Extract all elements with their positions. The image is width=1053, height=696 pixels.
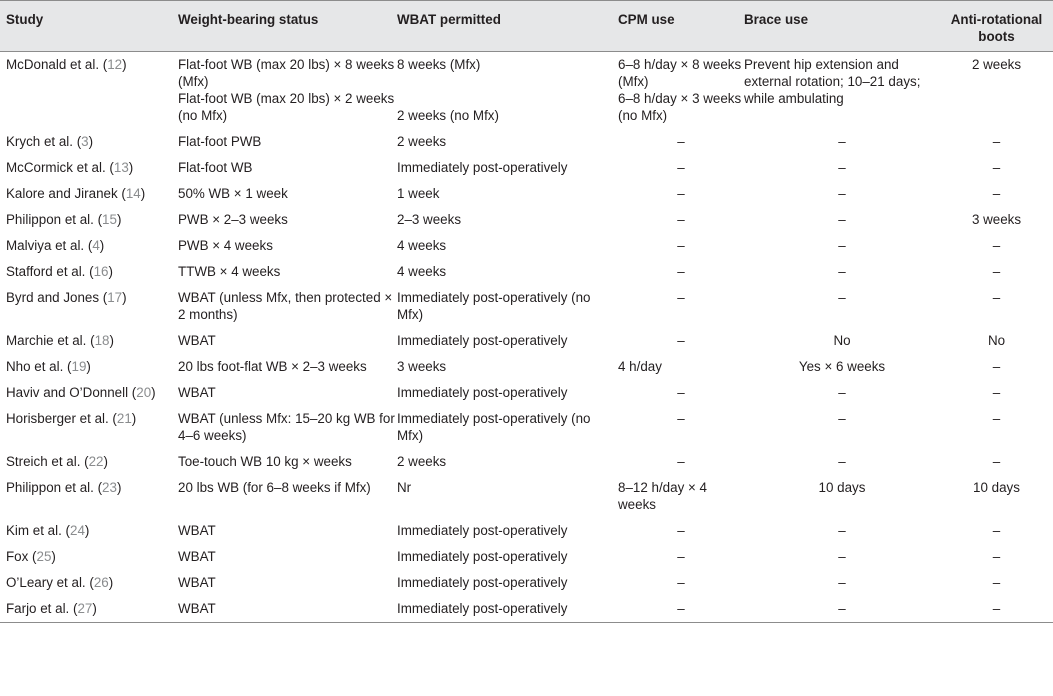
study-cell: McDonald et al. (12) bbox=[6, 57, 127, 72]
weight-bearing-cell: 20 lbs foot-flat WB × 2–3 weeks bbox=[178, 359, 367, 374]
study-cell: O’Leary et al. (26) bbox=[6, 575, 114, 590]
brace-cell: – bbox=[838, 411, 846, 426]
boots-cell: – bbox=[992, 238, 1001, 253]
study-cell: Horisberger et al. (21) bbox=[6, 411, 137, 426]
header-cpm: CPM use bbox=[618, 1, 744, 52]
boots-cell: – bbox=[940, 596, 1053, 623]
cpm-cell: – bbox=[677, 333, 685, 348]
study-cell: Kim et al. (24) bbox=[6, 523, 90, 538]
reference-link[interactable]: 22 bbox=[88, 454, 104, 469]
study-name: Streich et al. ( bbox=[6, 454, 89, 469]
cpm-mfx: 6–8 h/day × 8 weeks (Mfx) bbox=[618, 57, 742, 89]
reference-link[interactable]: 27 bbox=[77, 601, 93, 616]
brace-cell: – bbox=[838, 385, 846, 400]
wbat-cell: Immediately post-operatively (no Mfx) bbox=[397, 411, 591, 443]
wbat-cell: Immediately post-operatively bbox=[397, 575, 568, 590]
table-row bbox=[0, 233, 1053, 259]
cpm-cell: – bbox=[677, 264, 685, 279]
weight-bearing-cell: PWB × 4 weeks bbox=[178, 238, 273, 253]
reference-link[interactable]: 24 bbox=[70, 523, 85, 538]
wbat-cell: Immediately post-operatively bbox=[397, 333, 568, 348]
study-name: Byrd and Jones ( bbox=[6, 290, 108, 305]
boots-cell: – bbox=[992, 186, 1001, 201]
boots-cell: – bbox=[992, 411, 1001, 426]
reference-link[interactable]: 26 bbox=[93, 575, 109, 590]
table-row bbox=[0, 354, 1053, 380]
table-row bbox=[0, 129, 1053, 155]
study-cell: Haviv and O’Donnell (20) bbox=[6, 385, 156, 400]
brace-cell: – bbox=[838, 454, 846, 469]
reference-link[interactable]: 3 bbox=[81, 134, 89, 149]
reference-link[interactable]: 13 bbox=[113, 160, 129, 175]
brace-cell: Yes × 6 weeks bbox=[798, 359, 886, 374]
reference-link[interactable]: 20 bbox=[136, 385, 152, 400]
table-row bbox=[0, 380, 1053, 406]
wbat-cell: 2–3 weeks bbox=[397, 212, 462, 227]
weight-bearing-cell: WBAT bbox=[178, 575, 216, 590]
cpm-cell: – bbox=[677, 290, 685, 305]
brace-cell: – bbox=[838, 290, 846, 305]
study-cell: Farjo et al. (27) bbox=[0, 596, 178, 623]
weight-bearing-cell: Toe-touch WB 10 kg × weeks bbox=[178, 454, 352, 469]
brace-cell: – bbox=[838, 575, 846, 590]
boots-cell: – bbox=[992, 575, 1001, 590]
wbat-cell: Nr bbox=[397, 480, 412, 495]
weight-bearing-cell: WBAT bbox=[178, 385, 216, 400]
weight-bearing-no-mfx: Flat-foot WB (max 20 lbs) × 2 weeks (no Mfx) bbox=[178, 91, 395, 123]
wbat-cell bbox=[397, 52, 618, 130]
cpm-no-mfx: 6–8 h/day × 3 weeks (no Mfx) bbox=[618, 91, 742, 123]
study-name: Nho et al. ( bbox=[6, 359, 72, 374]
table-row bbox=[0, 328, 1053, 354]
wbat-cell: 2 weeks bbox=[397, 134, 447, 149]
study-cell: Nho et al. (19) bbox=[6, 359, 91, 374]
weight-bearing-cell: WBAT bbox=[178, 333, 216, 348]
study-cell: Stafford et al. (16) bbox=[6, 264, 113, 279]
study-cell: Philippon et al. (23) bbox=[6, 480, 122, 495]
header-boots: Anti-rotational boots bbox=[940, 1, 1053, 52]
study-name: Farjo et al. ( bbox=[6, 601, 78, 616]
cpm-cell: – bbox=[677, 160, 685, 175]
study-cell: Byrd and Jones (17) bbox=[6, 290, 127, 305]
cpm-cell: – bbox=[677, 134, 685, 149]
boots-cell: – bbox=[992, 160, 1001, 175]
study-cell: Krych et al. (3) bbox=[6, 134, 94, 149]
header-row bbox=[0, 1, 1053, 52]
study-name: Haviv and O’Donnell ( bbox=[6, 385, 137, 400]
weight-bearing-cell: WBAT (unless Mfx: 15–20 kg WB for 4–6 weeks) bbox=[178, 411, 395, 443]
weight-bearing-cell: WBAT (unless Mfx, then protected × 2 months) bbox=[178, 290, 393, 322]
study-name: McCormick et al. ( bbox=[6, 160, 114, 175]
study-name: Kalore and Jiranek ( bbox=[6, 186, 126, 201]
boots-cell: – bbox=[992, 454, 1001, 469]
cpm-cell: 8–12 h/day × 4 weeks bbox=[618, 480, 707, 512]
boots-cell: 10 days bbox=[973, 480, 1020, 495]
table-row bbox=[0, 406, 1053, 449]
boots-cell: – bbox=[992, 385, 1001, 400]
study-name: Krych et al. ( bbox=[6, 134, 82, 149]
cpm-cell: – bbox=[677, 385, 685, 400]
study-name: Horisberger et al. ( bbox=[6, 411, 117, 426]
brace-cell: – bbox=[838, 549, 846, 564]
weight-bearing-cell bbox=[178, 52, 397, 130]
boots-cell: No bbox=[987, 333, 1006, 348]
wbat-cell: Immediately post-operatively bbox=[397, 523, 568, 538]
study-cell: McCormick et al. (13) bbox=[6, 160, 134, 175]
reference-link[interactable]: 14 bbox=[125, 186, 141, 201]
weight-bearing-cell: PWB × 2–3 weeks bbox=[178, 212, 288, 227]
study-name: Kim et al. ( bbox=[6, 523, 70, 538]
weight-bearing-cell: 50% WB × 1 week bbox=[178, 186, 288, 201]
header-wbat: WBAT permitted bbox=[397, 1, 618, 52]
study-name: O’Leary et al. ( bbox=[6, 575, 94, 590]
table-row bbox=[0, 518, 1053, 544]
reference-link[interactable]: 4 bbox=[92, 238, 100, 253]
study-cell: Marchie et al. (18) bbox=[6, 333, 114, 348]
brace-cell: No bbox=[833, 333, 851, 348]
study-name: Malviya et al. ( bbox=[6, 238, 93, 253]
weight-bearing-cell: WBAT bbox=[178, 596, 397, 623]
wbat-mfx: 8 weeks (Mfx) bbox=[397, 57, 481, 72]
cpm-cell: – bbox=[677, 549, 685, 564]
cpm-cell bbox=[618, 52, 744, 130]
study-name: McDonald et al. ( bbox=[6, 57, 108, 72]
brace-cell: – bbox=[838, 212, 846, 227]
study-name: Marchie et al. ( bbox=[6, 333, 95, 348]
weight-bearing-cell: WBAT bbox=[178, 523, 216, 538]
boots-cell: – bbox=[992, 359, 1001, 374]
reference-link[interactable]: 19 bbox=[71, 359, 87, 374]
boots-cell: 2 weeks bbox=[971, 57, 1022, 72]
boots-cell: – bbox=[992, 290, 1001, 305]
study-cell: Malviya et al. (4) bbox=[6, 238, 105, 253]
brace-cell: – bbox=[838, 523, 846, 538]
cpm-cell: – bbox=[677, 411, 685, 426]
reference-link[interactable]: 16 bbox=[93, 264, 109, 279]
table-row bbox=[0, 596, 1053, 623]
boots-cell: – bbox=[992, 264, 1001, 279]
table-row bbox=[0, 181, 1053, 207]
weight-bearing-cell: Flat-foot PWB bbox=[178, 134, 262, 149]
reference-link[interactable]: 25 bbox=[36, 549, 52, 564]
study-cell: Philippon et al. (15) bbox=[6, 212, 122, 227]
boots-cell: – bbox=[992, 549, 1001, 564]
header-brace: Brace use bbox=[744, 1, 940, 52]
study-name: Stafford et al. ( bbox=[6, 264, 94, 279]
wbat-cell: 4 weeks bbox=[397, 238, 447, 253]
table-row bbox=[0, 475, 1053, 518]
weight-bearing-cell: 20 lbs WB (for 6–8 weeks if Mfx) bbox=[178, 480, 371, 495]
weight-bearing-cell: Flat-foot WB bbox=[178, 160, 253, 175]
header-study: Study bbox=[0, 1, 178, 52]
study-name: Philippon et al. ( bbox=[6, 480, 103, 495]
study-cell: Kalore and Jiranek (14) bbox=[6, 186, 146, 201]
cpm-cell: – bbox=[618, 596, 744, 623]
wbat-cell: Immediately post-operatively bbox=[397, 160, 568, 175]
brace-cell: – bbox=[838, 238, 846, 253]
weight-bearing-cell: TTWB × 4 weeks bbox=[178, 264, 281, 279]
study-cell: Fox (25) bbox=[6, 549, 56, 564]
cpm-cell: – bbox=[677, 238, 685, 253]
study-cell: Streich et al. (22) bbox=[6, 454, 108, 469]
reference-link[interactable]: 17 bbox=[107, 290, 123, 305]
cpm-cell: – bbox=[677, 575, 685, 590]
wbat-cell: Immediately post-operatively bbox=[397, 596, 618, 623]
table-row bbox=[0, 544, 1053, 570]
reference-link[interactable]: 21 bbox=[116, 411, 132, 426]
brace-cell: 10 days bbox=[818, 480, 866, 495]
table-row bbox=[0, 52, 1053, 130]
brace-cell: Prevent hip extension and external rotation; 10–21 days; while ambulating bbox=[744, 57, 921, 106]
study-name: Fox ( bbox=[6, 549, 37, 564]
table-row bbox=[0, 570, 1053, 596]
wbat-cell: Immediately post-operatively (no Mfx) bbox=[397, 290, 591, 322]
brace-cell: – bbox=[838, 264, 846, 279]
cpm-cell: – bbox=[677, 454, 685, 469]
wbat-cell: 1 week bbox=[397, 186, 440, 201]
reference-link[interactable]: 15 bbox=[102, 212, 117, 227]
wbat-cell: Immediately post-operatively bbox=[397, 549, 568, 564]
boots-cell: – bbox=[992, 134, 1001, 149]
wbat-cell: 4 weeks bbox=[397, 264, 447, 279]
wbat-cell: 3 weeks bbox=[397, 359, 447, 374]
brace-cell: – bbox=[838, 160, 846, 175]
boots-cell: 3 weeks bbox=[971, 212, 1022, 227]
brace-cell: – bbox=[744, 596, 940, 623]
cpm-cell: – bbox=[677, 186, 685, 201]
wbat-no-mfx: 2 weeks (no Mfx) bbox=[397, 108, 499, 123]
table-row bbox=[0, 207, 1053, 233]
weight-bearing-cell: WBAT bbox=[178, 549, 216, 564]
brace-cell: – bbox=[838, 186, 846, 201]
brace-cell: – bbox=[838, 134, 846, 149]
header-weight-bearing: Weight-bearing status bbox=[178, 1, 397, 52]
table-row bbox=[0, 449, 1053, 475]
wbat-cell: 2 weeks bbox=[397, 454, 447, 469]
table-row bbox=[0, 259, 1053, 285]
cpm-cell: – bbox=[677, 212, 685, 227]
weight-bearing-mfx: Flat-foot WB (max 20 lbs) × 8 weeks (Mfx) bbox=[178, 57, 395, 89]
reference-link[interactable]: 12 bbox=[107, 57, 123, 72]
boots-cell: – bbox=[992, 523, 1001, 538]
cpm-cell: 4 h/day bbox=[618, 359, 662, 374]
reference-link[interactable]: 18 bbox=[94, 333, 110, 348]
table-row bbox=[0, 285, 1053, 328]
wbat-cell: Immediately post-operatively bbox=[397, 385, 568, 400]
study-name: Philippon et al. ( bbox=[6, 212, 103, 227]
reference-link[interactable]: 23 bbox=[102, 480, 117, 495]
table-row bbox=[0, 155, 1053, 181]
cpm-cell: – bbox=[677, 523, 685, 538]
